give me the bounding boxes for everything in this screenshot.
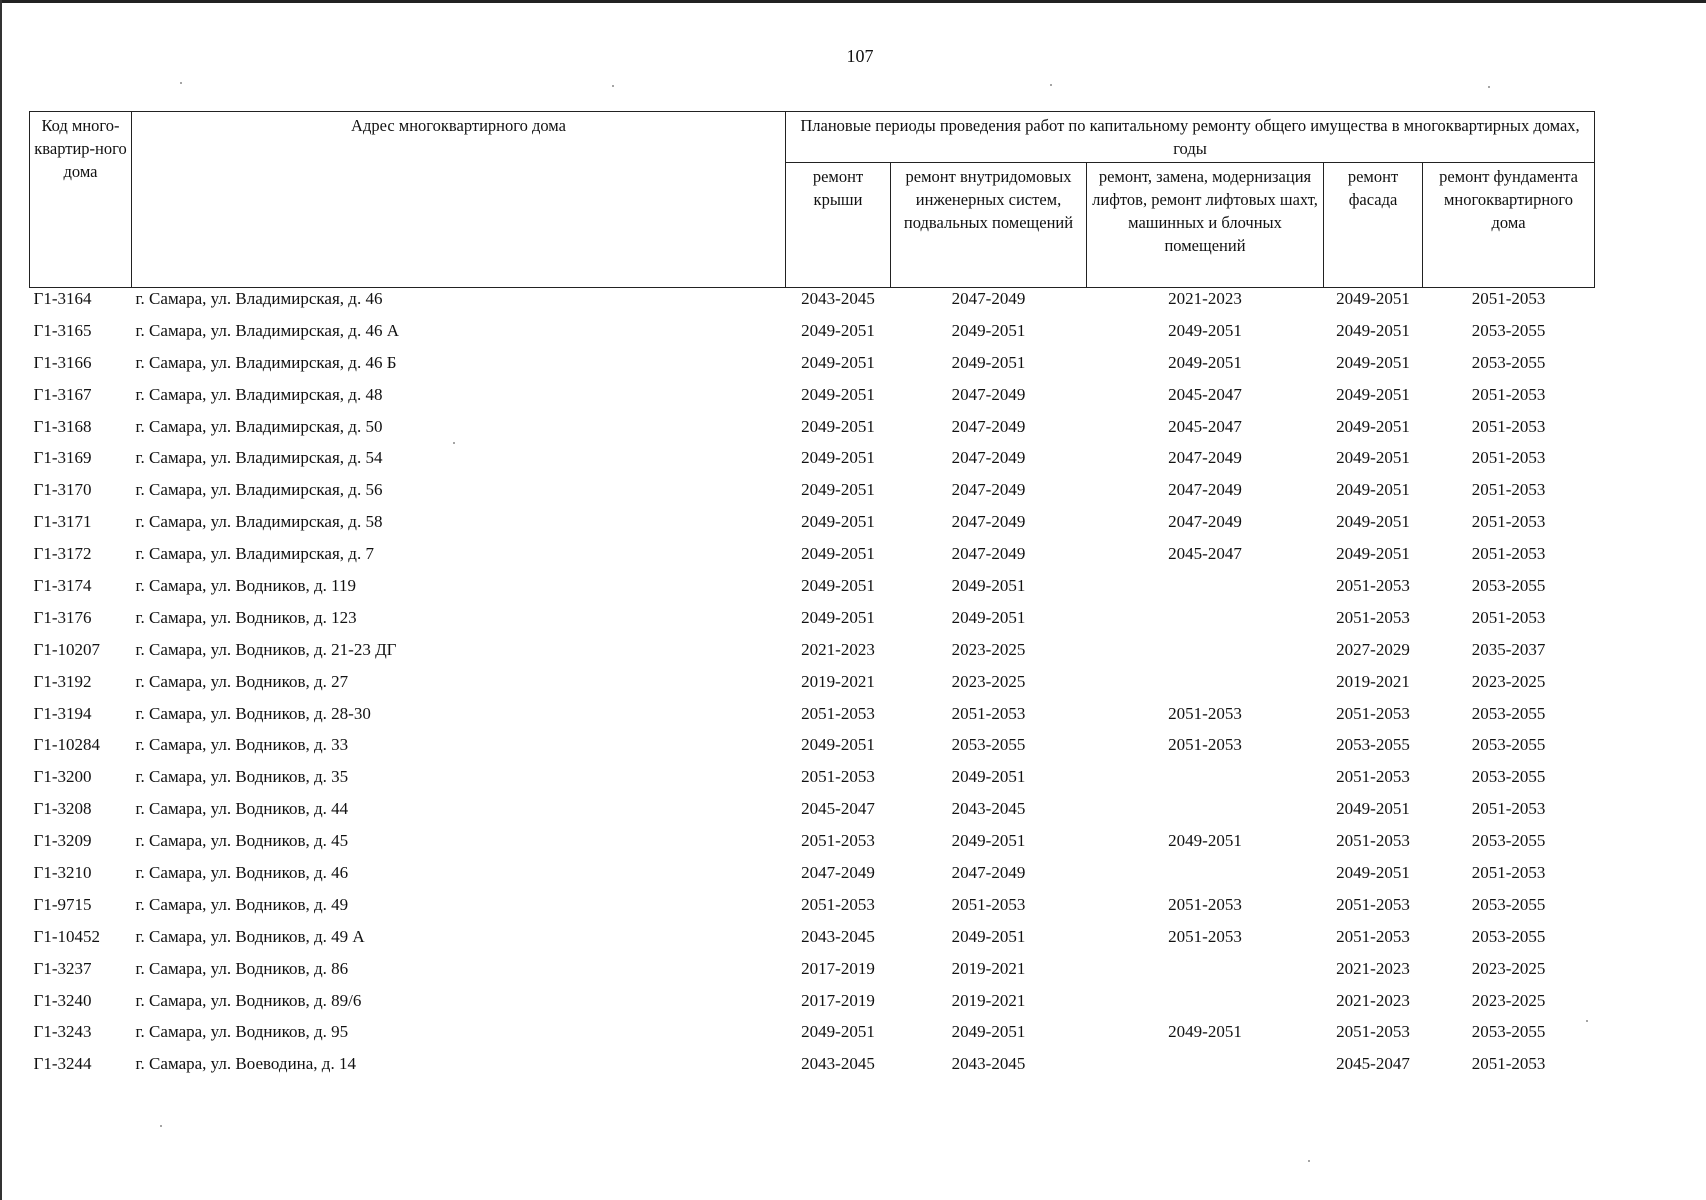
- cell-engineering-period: 2047-2049: [951, 289, 1026, 308]
- table-row: [30, 958, 1595, 990]
- cell-engineering-period: 2049-2051: [951, 767, 1026, 787]
- repair-schedule-table: [29, 111, 1595, 1085]
- cell-roof-period: 2021-2023: [801, 639, 875, 659]
- cell-facade-period: 2051-2053: [1336, 831, 1410, 851]
- cell-facade-period: 2053-2055: [1336, 735, 1410, 755]
- table-row: [30, 830, 1595, 862]
- repair-schedule-sheet: [29, 111, 1594, 1085]
- cell-roof-period: 2049-2051: [801, 512, 875, 532]
- cell-code: Г1-3167: [33, 384, 92, 404]
- cell-engineering-period: 2051-2053: [951, 894, 1026, 914]
- top-border-line: [0, 0, 1706, 3]
- cell-facade-period: 2027-2029: [1336, 639, 1410, 659]
- cell-foundation-period: 2051-2053: [1471, 607, 1546, 627]
- cell-code: Г1-3171: [33, 512, 92, 532]
- cell-address: г. Самара, ул. Владимирская, д. 56: [135, 480, 383, 500]
- cell-facade-period: 2049-2051: [1336, 289, 1410, 308]
- cell-roof-period: 2051-2053: [801, 831, 875, 851]
- cell-code: Г1-3192: [33, 671, 92, 691]
- cell-code: Г1-9715: [33, 894, 92, 914]
- cell-foundation-period: 2051-2053: [1471, 512, 1546, 532]
- cell-roof-period: 2051-2053: [801, 703, 875, 723]
- cell-elevator-period: 2051-2053: [1168, 926, 1242, 946]
- cell-code: Г1-3164: [33, 289, 92, 308]
- cell-code: Г1-3240: [33, 990, 92, 1010]
- column-header-address: Адрес многоквартирного дома: [132, 112, 786, 288]
- cell-foundation-period: 2053-2055: [1471, 767, 1546, 787]
- cell-address: г. Самара, ул. Водников, д. 46: [135, 863, 349, 883]
- cell-elevator-period: [1087, 1053, 1324, 1085]
- cell-facade-period: 2021-2023: [1336, 990, 1410, 1010]
- table-row: [30, 288, 1595, 320]
- cell-roof-period: 2047-2049: [801, 863, 875, 883]
- table-row: [30, 639, 1595, 671]
- cell-engineering-period: 2023-2025: [951, 671, 1026, 691]
- cell-foundation-period: 2053-2055: [1471, 320, 1546, 340]
- cell-facade-period: 2051-2053: [1336, 607, 1410, 627]
- cell-facade-period: 2051-2053: [1336, 894, 1410, 914]
- cell-elevator-period: [1087, 798, 1324, 830]
- cell-foundation-period: 2051-2053: [1471, 289, 1546, 308]
- cell-facade-period: 2049-2051: [1336, 416, 1410, 436]
- cell-roof-period: 2049-2051: [801, 735, 875, 755]
- cell-elevator-period: 2049-2051: [1168, 320, 1242, 340]
- cell-address: г. Самара, ул. Водников, д. 95: [135, 1022, 349, 1042]
- cell-address: г. Самара, ул. Владимирская, д. 54: [135, 448, 383, 468]
- table-row: [30, 447, 1595, 479]
- cell-address: г. Самара, ул. Водников, д. 33: [135, 735, 349, 755]
- table-row: [30, 766, 1595, 798]
- cell-elevator-period: 2047-2049: [1168, 480, 1242, 500]
- cell-code: Г1-3194: [33, 703, 92, 723]
- cell-facade-period: 2049-2051: [1336, 512, 1410, 532]
- cell-facade-period: 2051-2053: [1336, 576, 1410, 596]
- cell-code: Г1-3174: [33, 576, 92, 596]
- cell-address: г. Самара, ул. Владимирская, д. 58: [135, 512, 383, 532]
- cell-roof-period: 2049-2051: [801, 320, 875, 340]
- cell-elevator-period: 2051-2053: [1168, 735, 1242, 755]
- cell-engineering-period: 2047-2049: [951, 416, 1026, 436]
- scan-speck: [1050, 84, 1052, 86]
- cell-facade-period: 2019-2021: [1336, 671, 1410, 691]
- cell-elevator-period: 2049-2051: [1168, 352, 1242, 372]
- cell-address: г. Самара, ул. Водников, д. 27: [135, 671, 349, 691]
- table-row: [30, 1053, 1595, 1085]
- column-group-header-periods: Плановые периоды проведения работ по капитальному ремонту общего имущества в многоквартирных домах, годы: [786, 112, 1595, 163]
- cell-facade-period: 2049-2051: [1336, 384, 1410, 404]
- column-header-code: Код много-квартир-ного дома: [30, 112, 132, 288]
- cell-code: Г1-3166: [33, 352, 92, 372]
- cell-address: г. Самара, ул. Водников, д. 49 А: [135, 926, 365, 946]
- cell-roof-period: 2049-2051: [801, 480, 875, 500]
- cell-engineering-period: 2053-2055: [951, 735, 1026, 755]
- cell-foundation-period: 2051-2053: [1471, 1054, 1546, 1074]
- cell-address: г. Самара, ул. Водников, д. 28-30: [135, 703, 371, 723]
- cell-facade-period: 2049-2051: [1336, 544, 1410, 564]
- cell-engineering-period: 2047-2049: [951, 384, 1026, 404]
- cell-foundation-period: 2035-2037: [1471, 639, 1546, 659]
- cell-foundation-period: 2053-2055: [1471, 576, 1546, 596]
- cell-roof-period: 2049-2051: [801, 544, 875, 564]
- cell-address: г. Самара, ул. Владимирская, д. 50: [135, 416, 383, 436]
- cell-roof-period: 2043-2045: [801, 1054, 875, 1074]
- cell-address: г. Самара, ул. Водников, д. 44: [135, 799, 349, 819]
- cell-code: Г1-3169: [33, 448, 92, 468]
- table-row: [30, 990, 1595, 1022]
- table-row: [30, 607, 1595, 639]
- cell-code: Г1-3244: [33, 1054, 92, 1074]
- cell-engineering-period: 2049-2051: [951, 320, 1026, 340]
- cell-roof-period: 2049-2051: [801, 352, 875, 372]
- cell-code: Г1-3237: [33, 958, 92, 978]
- scan-speck: [1586, 1020, 1588, 1022]
- cell-elevator-period: [1087, 766, 1324, 798]
- cell-foundation-period: 2051-2053: [1471, 863, 1546, 883]
- cell-foundation-period: 2053-2055: [1471, 352, 1546, 372]
- table-body: [30, 288, 1595, 1086]
- cell-elevator-period: 2045-2047: [1168, 416, 1242, 436]
- cell-code: Г1-3172: [33, 544, 92, 564]
- scan-speck: [612, 85, 614, 87]
- cell-foundation-period: 2051-2053: [1471, 416, 1546, 436]
- cell-foundation-period: 2051-2053: [1471, 799, 1546, 819]
- cell-engineering-period: 2049-2051: [951, 607, 1026, 627]
- table-row: [30, 320, 1595, 352]
- cell-code: Г1-10284: [33, 735, 100, 755]
- table-row: [30, 511, 1595, 543]
- cell-facade-period: 2049-2051: [1336, 320, 1410, 340]
- cell-address: г. Самара, ул. Воеводина, д. 14: [135, 1054, 356, 1074]
- cell-foundation-period: 2051-2053: [1471, 384, 1546, 404]
- cell-facade-period: 2051-2053: [1336, 926, 1410, 946]
- cell-engineering-period: 2049-2051: [951, 576, 1026, 596]
- cell-code: Г1-3165: [33, 320, 92, 340]
- cell-engineering-period: 2051-2053: [951, 703, 1026, 723]
- table-row: [30, 479, 1595, 511]
- cell-address: г. Самара, ул. Водников, д. 86: [135, 958, 349, 978]
- column-header-roof: ремонт крыши: [786, 163, 891, 288]
- left-border-line: [0, 0, 2, 1200]
- table-row: [30, 734, 1595, 766]
- cell-foundation-period: 2053-2055: [1471, 894, 1546, 914]
- cell-code: Г1-10207: [33, 639, 100, 659]
- table-row: [30, 352, 1595, 384]
- cell-elevator-period: [1087, 671, 1324, 703]
- cell-roof-period: 2045-2047: [801, 799, 875, 819]
- cell-engineering-period: 2047-2049: [951, 863, 1026, 883]
- cell-address: г. Самара, ул. Водников, д. 123: [135, 607, 357, 627]
- table-row: [30, 671, 1595, 703]
- cell-foundation-period: 2051-2053: [1471, 544, 1546, 564]
- table-row: [30, 416, 1595, 448]
- cell-code: Г1-3210: [33, 863, 92, 883]
- cell-foundation-period: 2051-2053: [1471, 480, 1546, 500]
- cell-roof-period: 2049-2051: [801, 416, 875, 436]
- cell-facade-period: 2021-2023: [1336, 958, 1410, 978]
- cell-facade-period: 2049-2051: [1336, 863, 1410, 883]
- cell-facade-period: 2049-2051: [1336, 352, 1410, 372]
- cell-elevator-period: [1087, 639, 1324, 671]
- cell-engineering-period: 2049-2051: [951, 1022, 1026, 1042]
- table-row: [30, 926, 1595, 958]
- cell-elevator-period: [1087, 990, 1324, 1022]
- cell-roof-period: 2049-2051: [801, 607, 875, 627]
- cell-engineering-period: 2047-2049: [951, 544, 1026, 564]
- cell-engineering-period: 2049-2051: [951, 352, 1026, 372]
- cell-address: г. Самара, ул. Водников, д. 35: [135, 767, 349, 787]
- scan-speck: [180, 82, 182, 84]
- cell-elevator-period: 2047-2049: [1168, 512, 1242, 532]
- cell-engineering-period: 2049-2051: [951, 926, 1026, 946]
- cell-code: Г1-3243: [33, 1022, 92, 1042]
- cell-roof-period: 2049-2051: [801, 1022, 875, 1042]
- cell-engineering-period: 2047-2049: [951, 512, 1026, 532]
- cell-code: Г1-3170: [33, 480, 92, 500]
- cell-code: Г1-3200: [33, 767, 92, 787]
- column-header-engineering-systems: ремонт внутридомовых инженерных систем, подвальных помещений: [891, 163, 1087, 288]
- cell-address: г. Самара, ул. Водников, д. 21-23 ДГ: [135, 639, 397, 659]
- cell-facade-period: 2051-2053: [1336, 703, 1410, 723]
- cell-engineering-period: 2019-2021: [951, 990, 1026, 1010]
- column-header-facade: ремонт фасада: [1324, 163, 1423, 288]
- cell-elevator-period: 2045-2047: [1168, 544, 1242, 564]
- cell-engineering-period: 2023-2025: [951, 639, 1026, 659]
- cell-engineering-period: 2047-2049: [951, 480, 1026, 500]
- cell-roof-period: 2017-2019: [801, 958, 875, 978]
- cell-foundation-period: 2023-2025: [1471, 958, 1546, 978]
- cell-address: г. Самара, ул. Владимирская, д. 48: [135, 384, 383, 404]
- cell-elevator-period: [1087, 607, 1324, 639]
- cell-foundation-period: 2053-2055: [1471, 831, 1546, 851]
- cell-elevator-period: 2021-2023: [1168, 289, 1242, 308]
- column-header-foundation: ремонт фундамента многоквартирного дома: [1423, 163, 1595, 288]
- table-row: [30, 862, 1595, 894]
- cell-roof-period: 2051-2053: [801, 894, 875, 914]
- cell-facade-period: 2049-2051: [1336, 799, 1410, 819]
- table-header: [30, 112, 1595, 288]
- cell-facade-period: 2051-2053: [1336, 767, 1410, 787]
- cell-address: г. Самара, ул. Водников, д. 119: [135, 576, 357, 596]
- cell-foundation-period: 2053-2055: [1471, 735, 1546, 755]
- cell-elevator-period: 2049-2051: [1168, 1022, 1242, 1042]
- cell-elevator-period: 2045-2047: [1168, 384, 1242, 404]
- cell-elevator-period: 2051-2053: [1168, 703, 1242, 723]
- cell-foundation-period: 2051-2053: [1471, 448, 1546, 468]
- cell-roof-period: 2043-2045: [801, 926, 875, 946]
- cell-foundation-period: 2023-2025: [1471, 990, 1546, 1010]
- cell-address: г. Самара, ул. Владимирская, д. 7: [135, 544, 374, 564]
- cell-code: Г1-3176: [33, 607, 92, 627]
- cell-facade-period: 2049-2051: [1336, 480, 1410, 500]
- cell-foundation-period: 2053-2055: [1471, 703, 1546, 723]
- cell-roof-period: 2049-2051: [801, 576, 875, 596]
- cell-facade-period: 2045-2047: [1336, 1054, 1410, 1074]
- cell-engineering-period: 2049-2051: [951, 831, 1026, 851]
- cell-elevator-period: [1087, 575, 1324, 607]
- cell-code: Г1-3168: [33, 416, 92, 436]
- table-row: [30, 703, 1595, 735]
- cell-code: Г1-3208: [33, 799, 92, 819]
- table-row: [30, 1021, 1595, 1053]
- table-row: [30, 894, 1595, 926]
- cell-address: г. Самара, ул. Водников, д. 45: [135, 831, 349, 851]
- scan-speck: [453, 442, 455, 444]
- table-row: [30, 543, 1595, 575]
- cell-address: г. Самара, ул. Владимирская, д. 46: [135, 289, 383, 308]
- cell-engineering-period: 2019-2021: [951, 958, 1026, 978]
- cell-roof-period: 2017-2019: [801, 990, 875, 1010]
- cell-address: г. Самара, ул. Водников, д. 89/6: [135, 990, 362, 1010]
- cell-engineering-period: 2043-2045: [951, 799, 1026, 819]
- cell-foundation-period: 2053-2055: [1471, 926, 1546, 946]
- table-row: [30, 798, 1595, 830]
- column-header-elevators: ремонт, замена, модернизация лифтов, ремонт лифтовых шахт, машинных и блочных помещений: [1087, 163, 1324, 288]
- cell-facade-period: 2049-2051: [1336, 448, 1410, 468]
- cell-elevator-period: [1087, 862, 1324, 894]
- cell-foundation-period: 2053-2055: [1471, 1022, 1546, 1042]
- cell-elevator-period: 2049-2051: [1168, 831, 1242, 851]
- cell-address: г. Самара, ул. Владимирская, д. 46 Б: [135, 352, 397, 372]
- scan-speck: [1488, 86, 1490, 88]
- cell-roof-period: 2049-2051: [801, 384, 875, 404]
- cell-engineering-period: 2043-2045: [951, 1054, 1026, 1074]
- cell-address: г. Самара, ул. Владимирская, д. 46 А: [135, 320, 399, 340]
- cell-roof-period: 2043-2045: [801, 289, 875, 308]
- cell-foundation-period: 2023-2025: [1471, 671, 1546, 691]
- cell-roof-period: 2049-2051: [801, 448, 875, 468]
- cell-roof-period: 2051-2053: [801, 767, 875, 787]
- cell-elevator-period: [1087, 958, 1324, 990]
- cell-facade-period: 2051-2053: [1336, 1022, 1410, 1042]
- cell-elevator-period: 2051-2053: [1168, 894, 1242, 914]
- table-row: [30, 384, 1595, 416]
- scan-speck: [1308, 1160, 1310, 1162]
- cell-address: г. Самара, ул. Водников, д. 49: [135, 894, 349, 914]
- page-number: 107: [846, 46, 874, 66]
- cell-roof-period: 2019-2021: [801, 671, 875, 691]
- table-row: [30, 575, 1595, 607]
- cell-code: Г1-10452: [33, 926, 100, 946]
- cell-engineering-period: 2047-2049: [951, 448, 1026, 468]
- scan-speck: [160, 1125, 162, 1127]
- cell-elevator-period: 2047-2049: [1168, 448, 1242, 468]
- cell-code: Г1-3209: [33, 831, 92, 851]
